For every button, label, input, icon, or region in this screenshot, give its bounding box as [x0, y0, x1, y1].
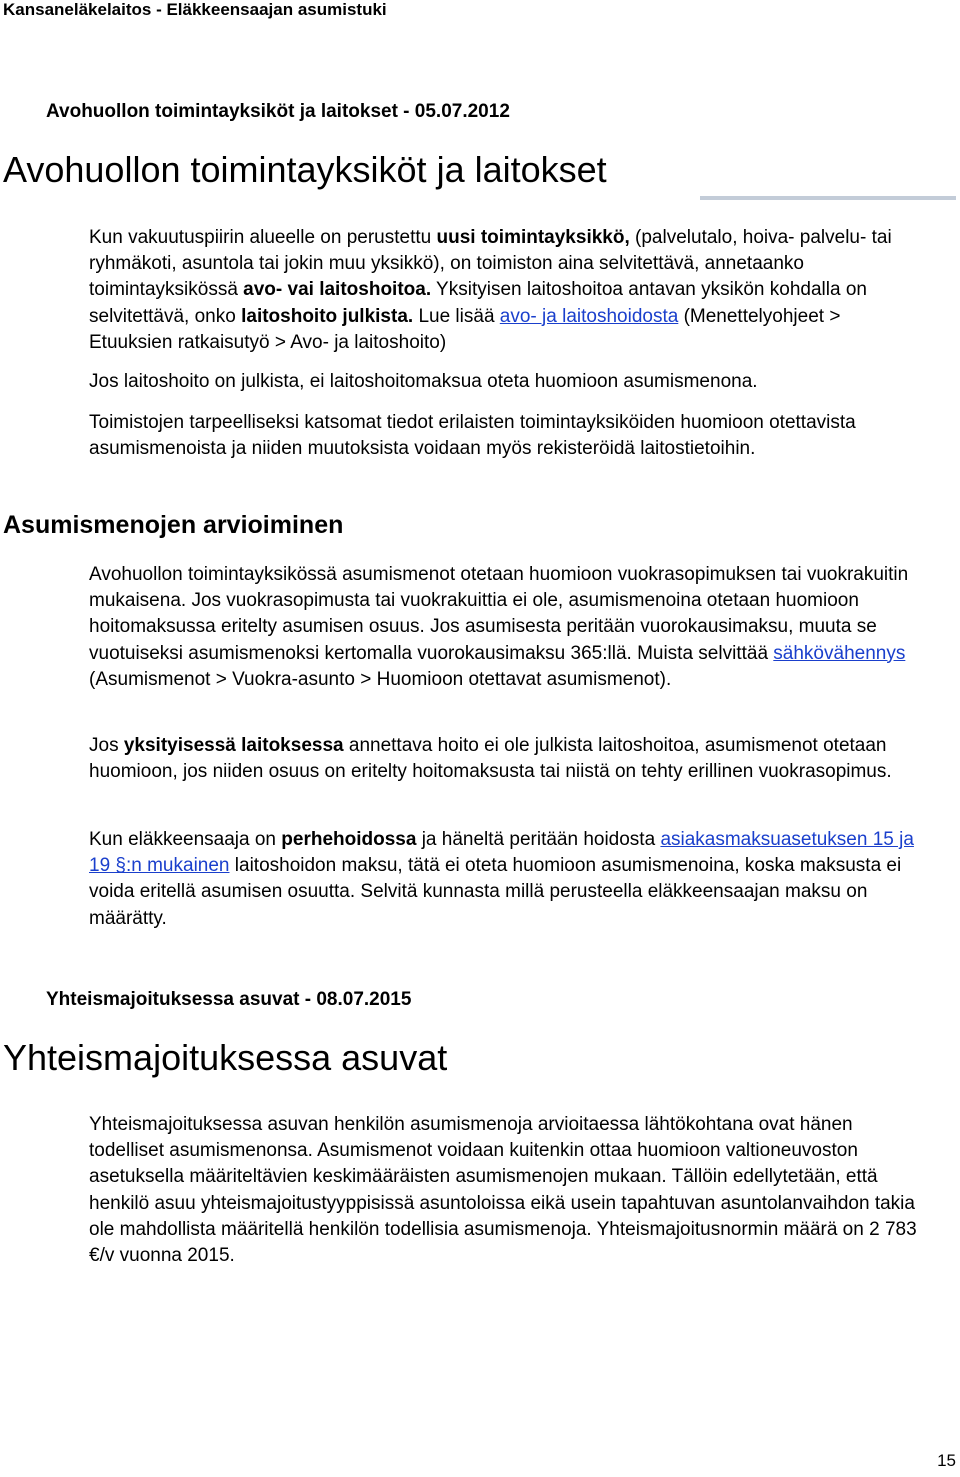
link-asiakasmaksuasetus[interactable]: asiakasmaksuasetuksen 15 ja 19 §:n mukainen [89, 829, 914, 877]
link-avo-ja-laitoshoidosta[interactable]: avo- ja laitoshoidosta [499, 305, 679, 327]
page-title-avohuolto: Avohuollon toimintayksiköt ja laitokset [3, 149, 607, 190]
heading-rule [700, 196, 956, 200]
paragraph-laitostiedot: Toimistojen tarpeelliseksi katsomat tiedot erilaisten toimintayksiköiden huomioon otettavista asumismenoista ja niiden muutoksista voidaan myös rekisteröidä laitostietoihin. [89, 412, 856, 460]
paragraph-perhehoito: Kun eläkkeensaaja on perhehoidossa ja häneltä peritään hoidosta asiakasmaksuasetuksen 15 ja 19 §:n mukainen laitoshoidon maksu, tätä ei oteta huomioon asumismenoina, koska maksusta ei voida eritellä asumisen osuutta. Selvitä kunnasta millä perusteella eläkkeensaajan maksu on määrätty. [89, 829, 914, 929]
paragraph-yksityinen-laitos: Jos yksityisessä laitoksessa annettava hoito ei ole julkista laitoshoitoa, asumismenot otetaan huomioon, jos niiden osuus on eritelty hoitomaksusta tai niistä on tehty erillinen vuokrasopimus. [89, 735, 892, 783]
running-header: Kansaneläkelaitos - Eläkkeensaajan asumistuki [3, 0, 387, 19]
paragraph-julkinen-laitoshoito: Jos laitoshoito on julkista, ei laitoshoitomaksua oteta huomioon asumismenona. [89, 371, 758, 392]
paragraph-intro: Kun vakuutuspiirin alueelle on perustettu uusi toimintayksikkö, (palvelutalo, hoiva- palvelu- tai ryhmäkoti, asuntola tai jokin muu yksikkö), on toimiston aina selvitettävä, annetaanko toimintayksikössä avo- vai laitoshoitoa. Yksityisen laitoshoitoa antavan yksikön kohdalla on selvitettävä, onko laitoshoito julkista. Lue lisää avo- ja laitoshoidosta (Menettelyohjeet > Etuuksien ratkaisutyö > Avo- ja laitoshoito) [89, 227, 892, 353]
paragraph-asumismenot: Avohuollon toimintayksikössä asumismenot otetaan huomioon vuokrasopimuksen tai vuokrakuitin mukaisena. Jos vuokrasopimusta tai vuokrakuittia ei ole, asumismenoina otetaan huomioon hoitomaksussa eritelty asumisen osuus. Jos asumisesta peritään vuorokausimaksu, muuta se vuotuiseksi asumismenoksi kertomalla vuorokausimaksu 365:llä. Muista selvittää sähkövähennys (Asumismenot > Vuokra-asunto > Huomioon otettavat asumismenot). [89, 564, 909, 690]
link-sahkovahennys[interactable]: sähkövähennys [773, 642, 906, 664]
paragraph-yhteismajoitus: Yhteismajoituksessa asuvan henkilön asumismenoja arvioitaessa lähtökohtana ovat hänen todelliset asumismenonsa. Asumismenot voidaan kuitenkin ottaa huomioon valtioneuvoston asetuksella määriteltävien keskimääräisten asumismenojen mukaan. Tällöin edellytetään, että henkilö asuu yhteismajoitustyyppisissä asuntoloissa eikä usein tapahtuvan asuntolanvaihdon takia ole mahdollista määritellä henkilön todellisia asumismenoja. Yhteismajoitusnormin määrä on 2 783 €/v vuonna 2015. [89, 1114, 917, 1267]
page-number: 15 [937, 1451, 956, 1470]
page-title-yhteismajoitus: Yhteismajoituksessa asuvat [3, 1037, 448, 1078]
section-meta-yhteismajoitus: Yhteismajoituksessa asuvat - 08.07.2015 [46, 989, 412, 1010]
section-meta-avohuolto: Avohuollon toimintayksiköt ja laitokset - 05.07.2012 [46, 101, 510, 122]
subheading-asumismenojen-arvioiminen: Asumismenojen arvioiminen [3, 511, 344, 539]
